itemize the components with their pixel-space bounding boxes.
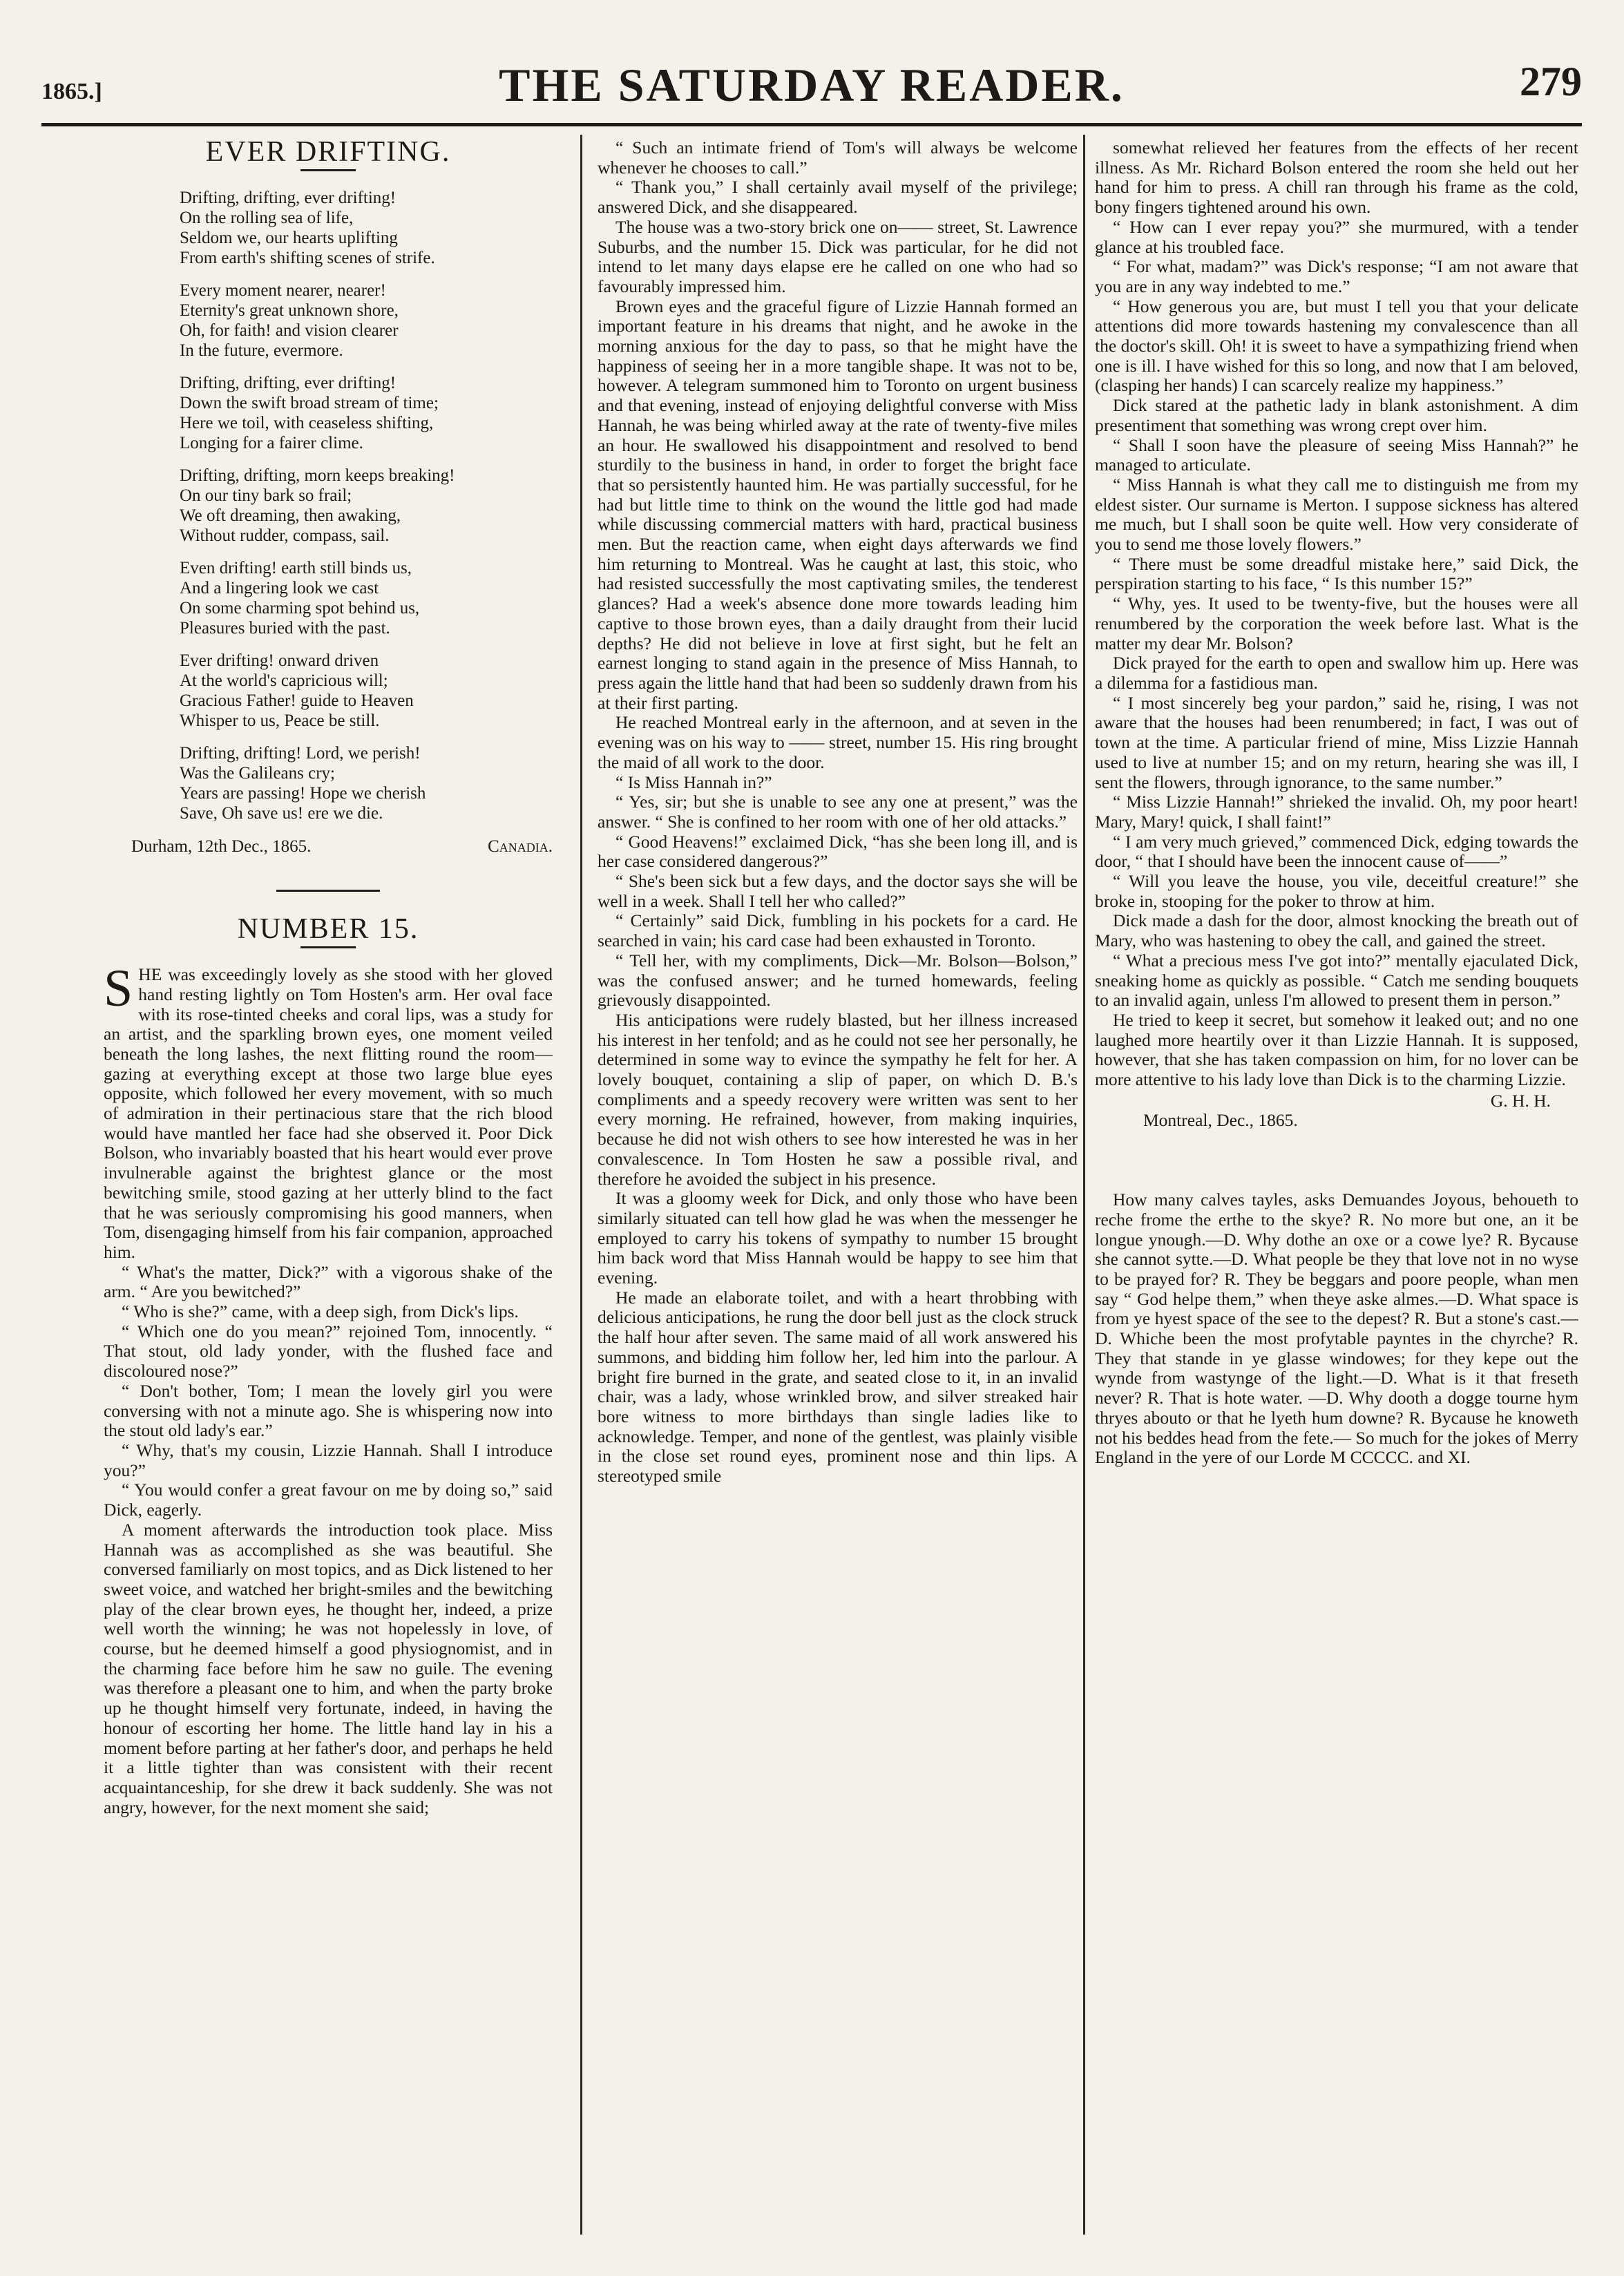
poem-line: Drifting, drifting, ever drifting! <box>180 188 397 207</box>
header-rule <box>41 123 1582 126</box>
poem-stanza <box>180 651 553 731</box>
story-paragraph: “ I am very much grieved,” commenced Dick, edging towards the door, “ that I should have been the innocent cause of——” <box>1095 831 1578 872</box>
poem-line: At the world's capricious will; <box>180 671 388 690</box>
story-paragraph: “ Is Miss Hannah in?” <box>615 772 772 792</box>
poem-line: Seldom we, our hearts uplifting <box>180 228 398 247</box>
story-paragraph: It was a gloomy week for Dick, and only those who have been similarly situated can tell how glad he was when the messenger he employed to carry his tokens of sympathy to number 15 brought him back word that Miss Hannah would be happy to see him that evening. <box>598 1188 1078 1288</box>
poem-line: Whisper to us, Peace be still. <box>180 711 380 730</box>
poem-line: We oft dreaming, then awaking, <box>180 506 401 525</box>
story-paragraph: “ Don't bother, Tom; I mean the lovely girl you were conversing with not a minute ago. She is whispering now into the stout old lady's ear.” <box>104 1380 553 1441</box>
drop-cap: S <box>104 959 133 1018</box>
story-paragraph: “ Which one do you mean?” rejoined Tom, innocently. “ That stout, old lady yonder, with the flushed face and discoloured nose?” <box>104 1321 553 1381</box>
poem-line: Years are passing! Hope we cherish <box>180 783 426 803</box>
poem-line: Drifting, drifting, ever drifting! <box>180 373 397 392</box>
poem-line: Ever drifting! onward driven <box>180 651 379 670</box>
story-paragraph: “ Good Heavens!” exclaimed Dick, “has she been long ill, and is her case considered dangerous?” <box>598 831 1078 872</box>
title-rule <box>300 946 356 948</box>
story-paragraph: “ You would confer a great favour on me by doing so,” said Dick, eagerly. <box>104 1480 553 1520</box>
story-paragraph: “ Such an intimate friend of Tom's will always be welcome whenever he chooses to call.” <box>598 138 1078 178</box>
column-3 <box>1095 138 1578 2224</box>
column-2 <box>598 138 1078 2224</box>
column-rule-right <box>1083 135 1085 2235</box>
story-paragraph: The house was a two-story brick one on—— street, St. Lawrence Suburbs, and the number 15. Dick was particular, for he did not intend to let many days elapse ere he called on one who had so favourably impressed him. <box>598 216 1078 296</box>
poem-signature: Canadia. <box>488 836 553 856</box>
poem-line: Pleasures buried with the past. <box>180 618 390 638</box>
poem-line: And a lingering look we cast <box>180 578 379 597</box>
poem-place-date: Durham, 12th Dec., 1865. <box>131 836 312 856</box>
poem-line: Drifting, drifting, morn keeps breaking! <box>180 466 455 485</box>
poem-line: Longing for a fairer clime. <box>180 433 363 452</box>
story-paragraph: “ Will you leave the house, you vile, deceitful creature!” she broke in, stooping for the poker to throw at him. <box>1095 871 1578 911</box>
story-paragraph: “ Tell her, with my compliments, Dick—Mr. Bolson—Bolson,” was the confused answer; and he turned homewards, feeling grievously disappointed. <box>598 950 1078 1011</box>
opening-text: HE was exceedingly lovely as she stood with her gloved hand resting lightly on Tom Hosten's arm. Her oval face with its rose-tinted cheeks and coral lips, was a study for an artist, and the sparkling brown eyes, one moment veiled beneath the long lashes, the next flitting round the room—gazing at everything except at those two large blue eyes opposite, which followed her every movement, with so much of admiration in their pertinacious stare that the rich blood would have mantled her face had she observed it. Poor Dick Bolson, who invariably boasted that his heart would ever prove invulnerable against the brightest glance or the most bewitching smile, stood gazing at her utterly blind to the fact that he was seriously compromising his good manners, when Tom, disengaging himself from his fair companion, approached him. <box>104 964 553 1262</box>
poem-line: Oh, for faith! and vision clearer <box>180 321 399 340</box>
story-paragraph: He made an elaborate toilet, and with a heart throbbing with delicious anticipations, he rung the door bell just as the clock struck the half hour after seven. The same maid of all work answered his summons, and bidding him follow her, led him into the parlour. A bright fire burned in the grate, and seated close to it, in an invalid chair, was a lady, whose wrinkled brow, and silver streaked hair bore witness to more birthdays than single ladies like to acknowledge. Temper, and none of the gentlest, was plainly visible in the close set round eyes, prominent nose and thin lips. A stereotyped smile <box>598 1287 1078 1486</box>
section-rule <box>276 890 380 892</box>
story-paragraph: Dick stared at the pathetic lady in blank astonishment. A dim presentiment that something was wrong crept over him. <box>1095 395 1578 435</box>
story-paragraph: “ Thank you,” I shall certainly avail myself of the privilege; answered Dick, and she disappeared. <box>598 177 1078 218</box>
poem-line: From earth's shifting scenes of strife. <box>180 248 435 267</box>
poem-line: Was the Galileans cry; <box>180 763 335 783</box>
poem-signature-line <box>131 837 553 857</box>
volume-year: 1865.] <box>41 79 102 104</box>
poem-stanza <box>180 466 553 546</box>
story-title: NUMBER 15. <box>237 913 419 946</box>
story-paragraph: Dick made a dash for the door, almost knocking the breath out of Mary, who was hastening to obey the call, and gained the street. <box>1095 910 1578 951</box>
title-rule <box>300 169 356 171</box>
story-paragraph: “ What's the matter, Dick?” with a vigorous shake of the arm. “ Are you bewitched?” <box>104 1261 553 1302</box>
story-paragraph: “ There must be some dreadful mistake here,” said Dick, the perspiration starting to his face, “ Is this number 15?” <box>1095 553 1578 594</box>
poem-line: Save, Oh save us! ere we die. <box>180 803 383 823</box>
poem-title: EVER DRIFTING. <box>205 138 451 168</box>
poem-body <box>104 188 553 823</box>
story-paragraph: Brown eyes and the graceful figure of Lizzie Hannah formed an important feature in his dreams that night, and he awoke in the morning anxious for the day to pass, so that he might have the happiness of seeing her in a more tangible shape. It was not to be, however. A telegram summoned him to Toronto on urgent business and that evening, instead of enjoying delightful converse with Miss Hannah, he was being whirled away at the rate of twenty-five miles an hour. He swallowed his disappointment and resolved to bend sturdily to the business in hand, in order to forget the bright face that so persistently haunted him. He was partially successful, for he had but little time to think on the wound the little god had made while discussing commercial matters with hard, practical business men. But the reaction came, when eight days afterwards we find him returning to Montreal. Was he caught at last, this stoic, who had resisted successfully the most captivating smiles, the tenderest glances? Had a week's absence done more towards leading him captive to those brown eyes, than a daily draught from their lucid depths? He did not believe in love at first sight, but he felt an earnest longing to stand again in the presence of Miss Hannah, to press again the little hand that had been so suddenly drawn from his at their first parting. <box>598 296 1078 713</box>
column-rule-left <box>580 135 582 2235</box>
page-header <box>41 41 1582 124</box>
miscellany-paragraph: How many calves tayles, asks Demuandes Joyous, behoueth to reche frome the erthe to the skye? R. No more but one, an it be longue ynough.—D. Why dothe an oxe or a cowe lye? R. Bycause she cannot sytte.—D. What people be they that love not in no wyse to be prayed for? R. They be beggars and poore people, whan men say “ God helpe them,” when theye aske almes.—D. What space is from ye hyest space of the see to the depest? R. But a stone's cast.—D. Whiche been the most profytable payntes in the chyrche? R. They that stande in ye glasse windowes; for they kepe out the wynde from wastynge of the light.—D. What is it that freseth never? R. That is hote water. —D. Why dooth a dogge tourne hym thryes abouto or that he lyeth hum downe? R. Bycause he knoweth not his beddes head from the fete.— So much for the jokes of Merry England in the yere of our Lorde M CCCCC. and XI. <box>1095 1189 1578 1468</box>
column-1 <box>104 138 553 2224</box>
story-dateline: Montreal, Dec., 1865. <box>1143 1110 1298 1131</box>
story-paragraphs-col1 <box>104 1263 553 1818</box>
poem-line: Eternity's great unknown shore, <box>180 300 399 320</box>
story-paragraph: “ Certainly” said Dick, fumbling in his pockets for a card. He searched in vain; his card case had been exhausted in Toronto. <box>598 910 1078 951</box>
story-paragraph: He reached Montreal early in the afternoon, and at seven in the evening was on his way to —— street, number 15. His ring brought the maid of all work to the door. <box>598 712 1078 772</box>
poem-line: Gracious Father! guide to Heaven <box>180 691 414 710</box>
poem-line: On the rolling sea of life, <box>180 208 354 227</box>
page-number: 279 <box>1520 59 1582 104</box>
poem-stanza <box>180 188 553 268</box>
section-gap <box>1095 1131 1578 1190</box>
story-paragraph: “ Why, yes. It used to be twenty-five, but the houses were all renumbered by the corporation the week before last. What is the matter my dear Mr. Bolson? <box>1095 593 1578 653</box>
story-paragraph: “ Miss Hannah is what they call me to distinguish me from my eldest sister. Our surname is Merton. I suppose sickness has altered me much, but I shall soon be quite well. How very considerate of you to send me those lovely flowers.” <box>1095 474 1578 555</box>
story-paragraph: “ How can I ever repay you?” she murmured, with a tender glance at his troubled face. <box>1095 216 1578 257</box>
story-paragraph: Dick prayed for the earth to open and swallow him up. Here was a dilemma for a fastidious man. <box>1095 653 1578 693</box>
story-paragraph: A moment afterwards the introduction took place. Miss Hannah was as accomplished as she was beautiful. She conversed familiarly on most topics, and as Dick listened to her sweet voice, and watched her bright-smiles and the bewitching play of the clear brown eyes, he thought her, indeed, a prize well worth the winning; he was not hopelessly in love, of course, but he deemed himself a good physiognomist, and in the charming face before him he saw no guile. The evening was therefore a pleasant one to him, and when the party broke up he thought himself very fortunate, indeed, in having the honour of escorting her home. The little hand lay in his a moment before parting at her father's door, and perhaps he held it a little tighter than was consistent with their recent acquaintanceship, for she drew it back suddenly. She was not angry, however, for the next moment she said; <box>104 1519 553 1817</box>
poem-line: Here we toil, with ceaseless shifting, <box>180 413 434 432</box>
poem-line: On some charming spot behind us, <box>180 598 420 618</box>
story-paragraph: “ Yes, sir; but she is unable to see any one at present,” was the answer. “ She is confined to her room with one of her old attacks.” <box>598 792 1078 832</box>
story-signature: G. H. H. <box>1490 1090 1551 1111</box>
story-paragraphs-col2 <box>598 138 1078 1486</box>
story-paragraph: “ How generous you are, but must I tell you that your delicate attentions did more towards hastening my convalescence than all the doctor's skill. Oh! it is sweet to have a sympathizing friend when one is ill. I have wished for this so long, and now that I am beloved, (clasping her hands) I can scarcely realize my happiness.” <box>1095 296 1578 396</box>
story-paragraph: “ Who is she?” came, with a deep sigh, from Dick's lips. <box>122 1301 519 1322</box>
masthead-title: THE SATURDAY READER. <box>499 59 1125 111</box>
story-paragraph: “ Why, that's my cousin, Lizzie Hannah. Shall I introduce you?” <box>104 1440 553 1480</box>
story-paragraph: “ What a precious mess I've got into?” mentally ejaculated Dick, sneaking home as quickly as possible. “ Catch me sending bouquets to an invalid again, unless I'm allowed to present them in person.” <box>1095 950 1578 1011</box>
story-opening-paragraph <box>104 959 553 1263</box>
story-paragraph: “ She's been sick but a few days, and the doctor says she will be well in a week. Shall I tell her who called?” <box>598 871 1078 911</box>
story-paragraph: “ Shall I soon have the pleasure of seeing Miss Hannah?” he managed to articulate. <box>1095 434 1578 475</box>
story-paragraph: “ Miss Lizzie Hannah!” shrieked the invalid. Oh, my poor heart! Mary, Mary! quick, I shall faint!” <box>1095 792 1578 832</box>
poem-line: Without rudder, compass, sail. <box>180 526 390 545</box>
story-paragraph: He tried to keep it secret, but somehow it leaked out; and no one laughed more heartily over it than Lizzie Hannah. It is supposed, however, that she has taken compassion on him, for no lover can be more attentive to his lady love than Dick is to the charming Lizzie. <box>1095 1009 1578 1090</box>
poem-line: In the future, evermore. <box>180 341 343 360</box>
poem-line: Drifting, drifting! Lord, we perish! <box>180 743 421 763</box>
poem-line: Down the swift broad stream of time; <box>180 393 439 412</box>
poem-stanza <box>180 280 553 361</box>
poem-line: On our tiny bark so frail; <box>180 486 352 505</box>
story-paragraph: “ For what, madam?” was Dick's response; “I am not aware that you are in any way indebted to me.” <box>1095 256 1578 296</box>
poem-stanza <box>180 558 553 638</box>
poem-stanza <box>180 373 553 453</box>
poem-stanza <box>180 743 553 823</box>
story-paragraph: somewhat relieved her features from the effects of her recent illness. As Mr. Richard Bolson entered the room she held out her hand for him to press. A chill ran through his frame as the cold, bony fingers tightened around his own. <box>1095 138 1578 218</box>
poem-line: Every moment nearer, nearer! <box>180 280 386 300</box>
story-paragraphs-col3 <box>1095 138 1578 1090</box>
poem-line: Even drifting! earth still binds us, <box>180 558 412 577</box>
story-paragraph: “ I most sincerely beg your pardon,” said he, rising, I was not aware that the houses had been renumbered; in fact, I was out of town at the time. A particular friend of mine, Miss Lizzie Hannah used to live at number 15; and on my return, hearing she was ill, I sent the flowers, through ignorance, to the same number.” <box>1095 692 1578 792</box>
story-paragraph: His anticipations were rudely blasted, but her illness increased his interest in her tenfold; and as he could not see her personally, he determined in some way to evince the sympathy he felt for her. A lovely bouquet, containing a slip of paper, on which D. B.'s compliments and a speedy recovery were written was sent to her every morning. He refrained, however, from making inquiries, because he did not wish others to see how interested he was in her convalescence. In Tom Hosten he saw a possible rival, and therefore he avoided the subject in his presence. <box>598 1009 1078 1189</box>
